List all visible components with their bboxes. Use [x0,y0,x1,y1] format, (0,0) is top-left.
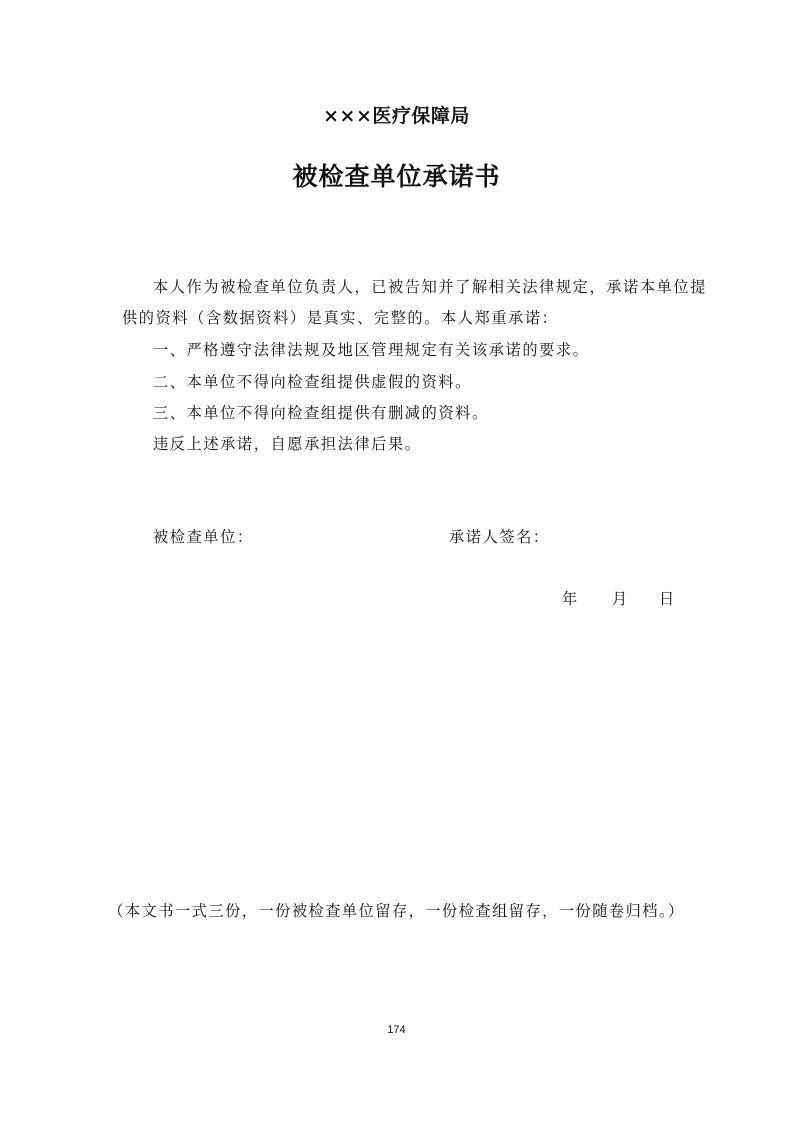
closing-statement: 违反上述承诺，自愿承担法律后果。 [153,435,422,453]
promisor-signature-label: 承诺人签名： [449,528,550,546]
date-day-label: 日 [659,590,675,608]
inspected-unit-label: 被检查单位： [153,528,254,546]
page-number: 174 [387,1024,406,1036]
document-title: 被检查单位承诺书 [292,162,501,191]
commitment-paragraph-line-1: 本人作为被检查单位负责人，已被告知并了解相关法律规定，承诺本单位提 [153,278,707,296]
date-year-label: 年 [562,590,578,608]
date-month-label: 月 [612,590,628,608]
commitment-paragraph-line-2: 供的资料（含数据资料）是真实、完整的。本人郑重承诺： [122,309,559,327]
commitment-item-2: 二、本单位不得向检查组提供虚假的资料。 [153,373,472,391]
issuing-agency: ×××医疗保障局 [323,105,470,127]
commitment-item-3: 三、本单位不得向检查组提供有删减的资料。 [153,404,489,422]
commitment-item-1: 一、严格遵守法律法规及地区管理规定有关该承诺的要求。 [153,341,590,359]
copies-note: （本文书一式三份，一份被检查单位留存，一份检查组留存，一份随卷归档。） [108,902,685,920]
